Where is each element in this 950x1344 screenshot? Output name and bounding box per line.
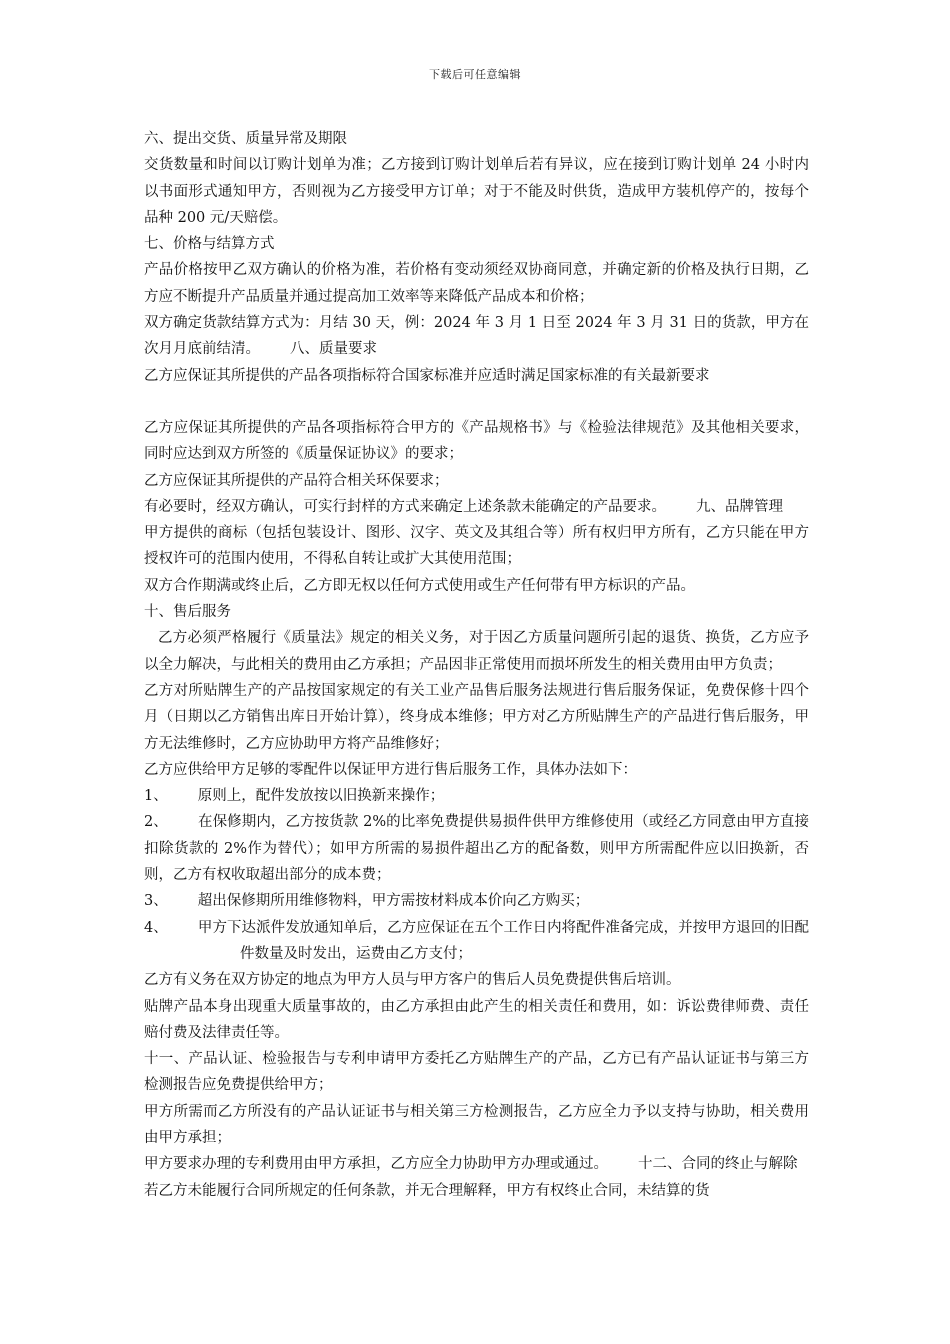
section-heading-12: 十二、合同的终止与解除 [638,1156,798,1173]
list-text: 超出保修期所用维修物料，甲方需按材料成本价向乙方购买； [197,893,590,910]
section-heading-9: 九、品牌管理 [696,498,783,515]
paragraph: 乙方应保证其所提供的产品符合相关环保要求； [144,472,449,489]
paragraph [144,494,809,520]
paragraph: 乙方应保证其所提供的产品各项指标符合甲方的《产品规格书》与《检验法律规范》及其他相关要求，同时应达到双方所签的《质量保证协议》的要求； [144,419,809,463]
paragraph-text: 有必要时，经双方确认，可实行封样的方式来确定上述条款未能确定的产品要求。 [144,498,666,515]
paragraph: 甲方提供的商标（包括包装设计、图形、汉字、英文及其组合等）所有权归甲方所有，乙方只能在甲方授权许可的范围内使用，不得私自转让或扩大其使用范围； [144,525,809,568]
list-number: 1、 [144,788,168,805]
paragraph: 乙方必须严格履行《质量法》规定的相关义务，对于因乙方质量问题所引起的退货、换货，乙方应予以全力解决，与此相关的费用由乙方承担；产品因非正常使用而损坏所发生的相关费用由甲方负责； [144,630,809,673]
paragraph: 十一、产品认证、检验报告与专利申请甲方委托乙方贴牌生产的产品，乙方已有产品认证证书与第三方检测报告应免费提供给甲方； [144,1051,809,1094]
section-heading-6: 六、提出交货、质量异常及期限 [144,131,347,147]
document-body [144,126,809,1204]
paragraph: 乙方应供给甲方足够的零配件以保证甲方进行售后服务工作，具体办法如下： [144,761,637,778]
paragraph: 乙方有义务在双方协定的地点为甲方人员与甲方客户的售后人员免费提供售后培训。 [144,972,681,989]
list-text: 在保修期内，乙方按货款 2%的比率免费提供易损件供甲方维修使用（或经乙方同意由甲方直接扣除货款的 2%作为替代）；如甲方所需的易损件超出乙方的配备数，则甲方所需配件应以旧换新，否则，乙方有权收取超出部分的成本费； [144,814,810,884]
paragraph: 甲方所需而乙方所没有的产品认证证书与相关第三方检测报告，乙方应全力予以支持与协助，相关费用由甲方承担； [144,1103,809,1146]
list-number: 4、 [144,919,168,936]
list-text: 甲方下达派件发放通知单后，乙方应保证在五个工作日内将配件准备完成，并按甲方退回的旧配 [197,919,810,936]
paragraph [144,1151,809,1177]
section-heading-8: 八、质量要求 [290,341,377,358]
list-item [144,915,809,968]
paragraph: 双方合作期满或终止后，乙方即无权以任何方式使用或生产任何带有甲方标识的产品。 [144,577,695,594]
paragraph: 若乙方未能履行合同所规定的任何条款，并无合理解释，甲方有权终止合同，未结算的货 [144,1182,710,1199]
list-item [144,783,809,809]
list-item [144,888,809,914]
list-number: 2、 [144,814,168,831]
section-heading-10: 十、售后服务 [144,604,231,621]
list-text-cont: 件数量及时发出，运费由乙方支付； [240,945,472,962]
paragraph-text: 双方确定货款结算方式为：月结 30 天，例：2024 年 3 月 1 日至 2024 年 3 月 31 日的货款，甲方在次月月底前结清。 [144,315,809,358]
list-number: 3、 [144,893,168,910]
paragraph: 乙方对所贴牌生产的产品按国家规定的有关工业产品售后服务法规进行售后服务保证，免费保修十四个月（日期以乙方销售出库日开始计算），终身成本维修；甲方对乙方所贴牌生产的产品进行售后服务，甲方无法维修时，乙方应协助甲方将产品维修好； [144,682,809,752]
paragraph: 贴牌产品本身出现重大质量事故的，由乙方承担由此产生的相关责任和费用，如：诉讼费律师费、责任赔付费及法律责任等。 [144,998,809,1041]
list-item [144,809,809,888]
paragraph: 交货数量和时间以订购计划单为准；乙方接到订购计划单后若有异议，应在接到订购计划单 24 小时内以书面形式通知甲方，否则视为乙方接受甲方订单；对于不能及时供货，造成甲方装机停产的，按每个品种 200 元/天赔偿。 [144,157,809,226]
paragraph [144,310,809,363]
list-text: 原则上，配件发放按以旧换新来操作； [197,788,445,805]
paragraph-text: 甲方要求办理的专利费用由甲方承担，乙方应全力协助甲方办理或通过。 [144,1156,608,1173]
paragraph: 产品价格按甲乙双方确认的价格为准，若价格有变动须经双协商同意，并确定新的价格及执行日期，乙方应不断提升产品质量并通过提高加工效率等来降低产品成本和价格； [144,262,809,305]
section-heading-7: 七、价格与结算方式 [144,236,275,253]
paragraph: 乙方应保证其所提供的产品各项指标符合国家标准并应适时满足国家标准的有关最新要求 [144,367,710,384]
page-header: 下载后可任意编辑 [429,68,521,81]
